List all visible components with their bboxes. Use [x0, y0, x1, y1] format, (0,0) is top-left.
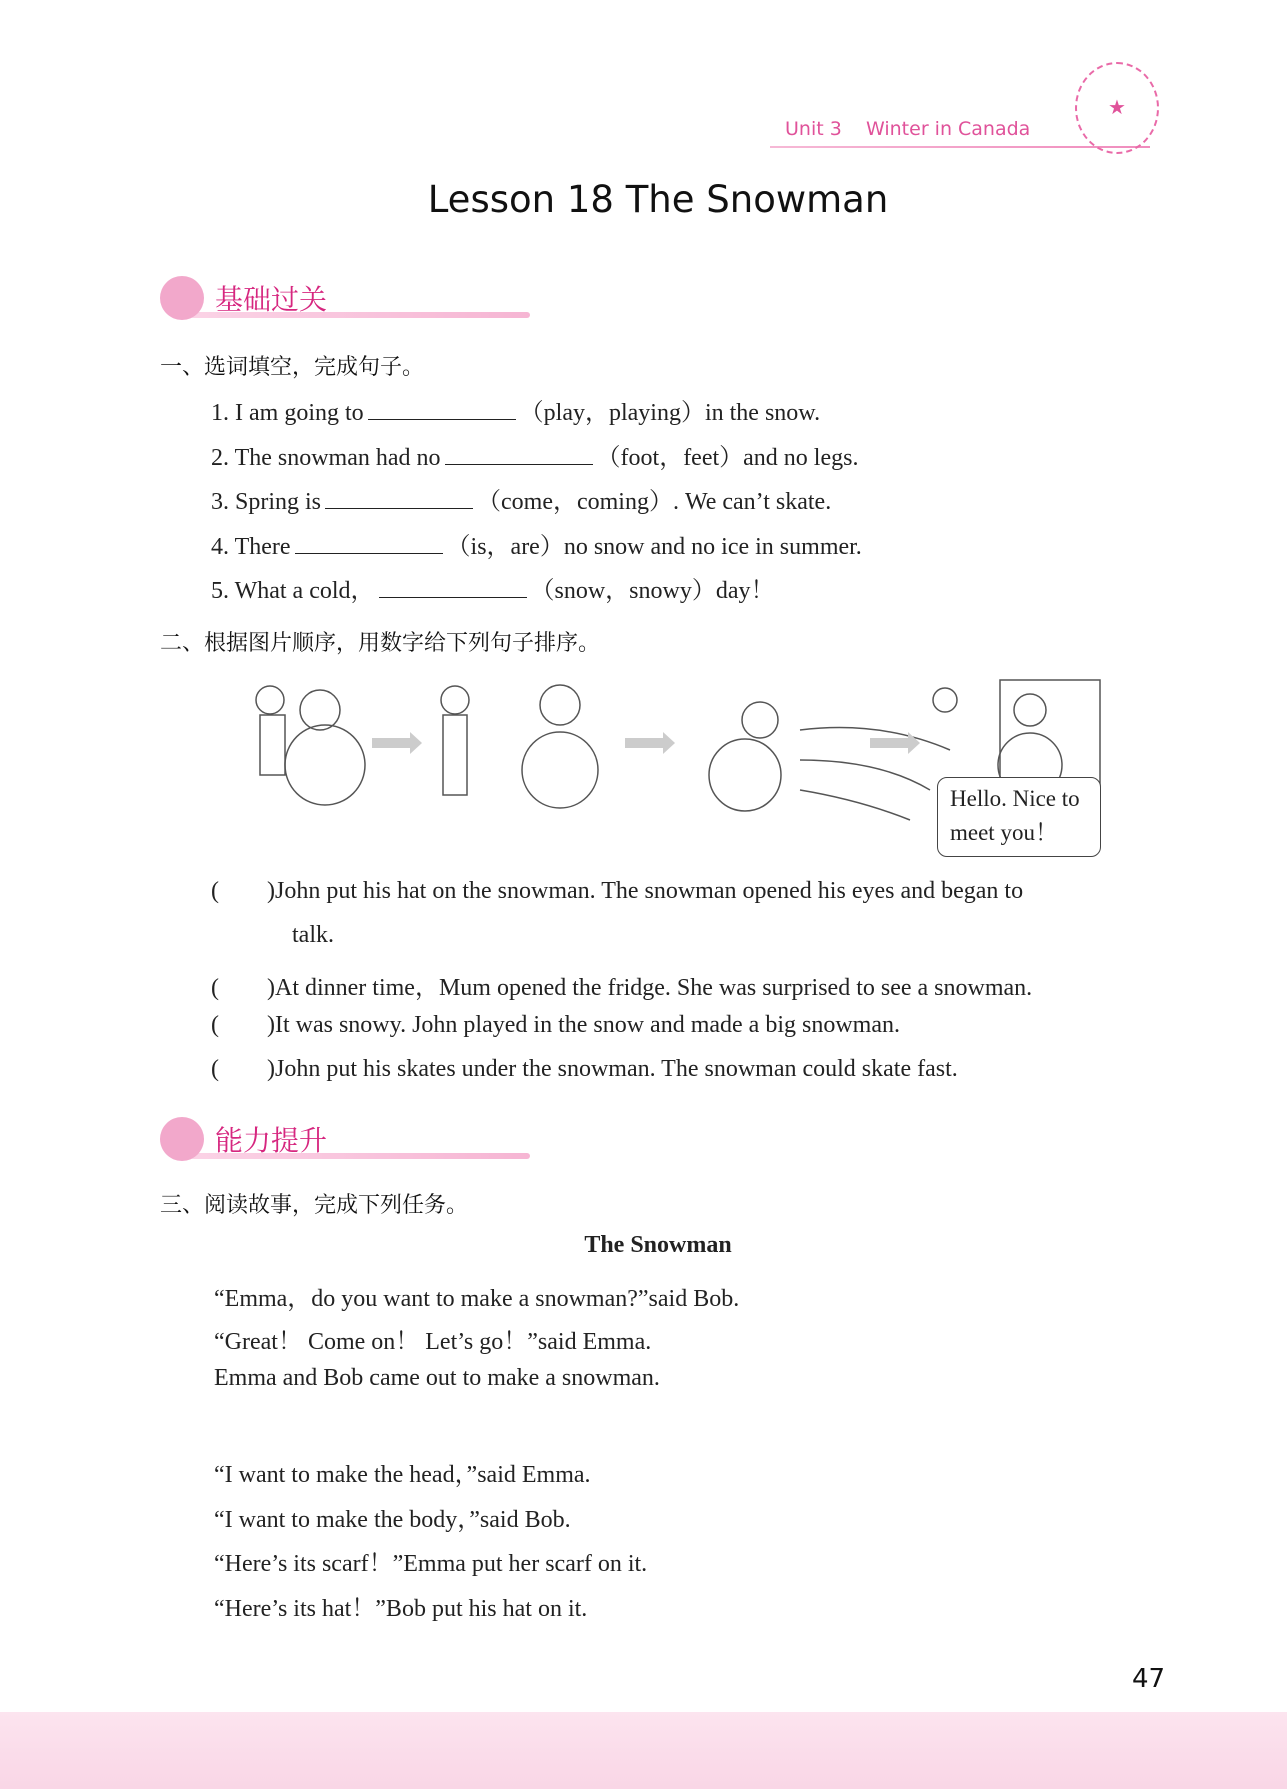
fill-blank-item	[211, 526, 862, 561]
answer-blank[interactable]	[295, 533, 443, 554]
ordering-item-continued	[292, 922, 334, 949]
arrow-icon	[372, 738, 412, 748]
item-options: （come，coming）	[477, 489, 673, 515]
lesson-title: Lesson 18 The Snowman	[427, 178, 889, 221]
item-text: 4. There	[211, 534, 291, 560]
story-line: “Emma，do you want to make a snowman?”said Bob.	[214, 1286, 740, 1312]
order-bracket[interactable]: ( )	[211, 1012, 275, 1038]
story-line: “Great！ Come on！ Let’s go！”said Emma.	[214, 1329, 652, 1355]
story-line: Emma and Bob came out to make a snowman.	[214, 1365, 660, 1391]
order-bracket[interactable]: ( )	[211, 878, 275, 904]
item-options: （play，playing）	[519, 400, 705, 426]
publisher-logo: ★	[1075, 62, 1159, 154]
item-text: no snow and no ice in summer.	[563, 534, 862, 560]
item-text: 5. What a cold，	[211, 578, 375, 604]
item-text: day！	[715, 578, 775, 604]
banner-label: 基础过关	[215, 283, 328, 316]
story-paragraph	[214, 1543, 647, 1578]
answer-blank[interactable]	[445, 444, 593, 465]
mascot-icon	[160, 1117, 204, 1161]
item-text: 2. The snowman had no	[211, 445, 441, 471]
ordering-item	[211, 967, 1032, 1002]
item-options: （is，are）	[446, 534, 564, 560]
sentence-text: John put his hat on the snowman. The snowman opened his eyes and began to	[274, 878, 1024, 904]
item-options: （snow，snowy）	[530, 578, 716, 604]
unit-title: Winter in Canada	[865, 118, 1031, 140]
story-paragraph	[214, 1321, 651, 1356]
item-text: and no legs.	[743, 445, 859, 471]
story-paragraph	[214, 1278, 739, 1313]
banner-label: 能力提升	[215, 1124, 328, 1157]
fill-blank-item	[211, 437, 858, 472]
footer-band	[0, 1712, 1287, 1789]
story-line: “I want to make the body，”said Bob.	[214, 1507, 571, 1533]
page-number: 47	[1132, 1664, 1166, 1694]
ordering-item	[211, 878, 1023, 905]
instruction-1: 一、选词填空，完成句子。	[160, 355, 425, 380]
item-text: . We can’t skate.	[672, 489, 832, 515]
order-bracket[interactable]: ( )	[211, 975, 275, 1001]
ordering-item	[211, 1056, 958, 1083]
story-paragraph	[214, 1499, 571, 1534]
answer-blank[interactable]	[325, 488, 473, 509]
item-text: 1. I am going to	[211, 400, 364, 426]
sentence-text: John put his skates under the snowman. The snowman could skate fast.	[274, 1056, 958, 1082]
sentence-text: At dinner time，Mum opened the fridge. She was surprised to see a snowman.	[274, 975, 1033, 1001]
mascot-icon	[160, 276, 204, 320]
sentence-text: It was snowy. John played in the snow and made a big snowman.	[274, 1012, 900, 1038]
fill-blank-item	[211, 481, 831, 516]
item-text: in the snow.	[704, 400, 821, 426]
fill-blank-item	[211, 392, 820, 427]
story-paragraph	[214, 1588, 587, 1623]
story-line: “Here’s its scarf！”Emma put her scarf on it.	[214, 1551, 648, 1577]
item-options: （foot，feet）	[596, 445, 744, 471]
story-paragraph	[214, 1365, 660, 1392]
sentence-text: talk.	[292, 922, 334, 948]
story-line: “Here’s its hat！”Bob put his hat on it.	[214, 1596, 588, 1622]
unit-number: Unit 3	[785, 118, 842, 140]
ordering-item	[211, 1012, 900, 1039]
instruction-2: 二、根据图片顺序，用数字给下列句子排序。	[160, 631, 601, 656]
order-bracket[interactable]: ( )	[211, 1056, 275, 1082]
answer-blank[interactable]	[379, 577, 527, 598]
fill-blank-item	[211, 570, 775, 605]
unit-header	[785, 118, 1030, 140]
item-text: 3. Spring is	[211, 489, 322, 515]
instruction-3: 三、阅读故事，完成下列任务。	[160, 1193, 469, 1218]
story-title: The Snowman	[584, 1232, 732, 1258]
answer-blank[interactable]	[368, 399, 516, 420]
arrow-icon	[870, 738, 910, 748]
speech-bubble: Hello. Nice to meet you！	[937, 777, 1101, 857]
story-line: “I want to make the head，”said Emma.	[214, 1462, 591, 1488]
arrow-icon	[625, 738, 665, 748]
story-paragraph	[214, 1454, 591, 1489]
